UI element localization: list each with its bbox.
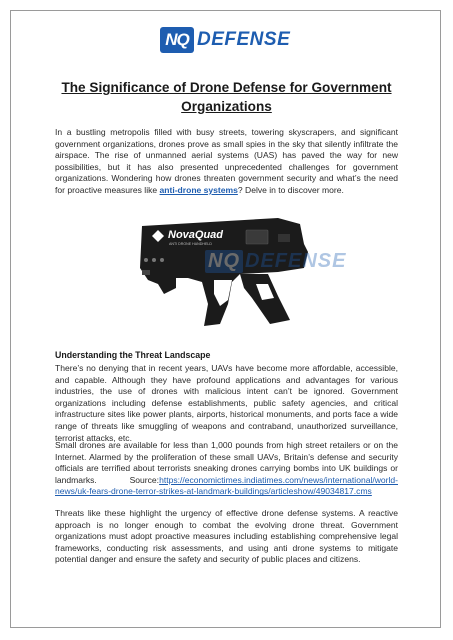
device-brand: NovaQuad: [168, 229, 224, 241]
logo-word: DEFENSE: [197, 29, 291, 50]
intro-after: ? Delve in to discover more.: [237, 184, 344, 195]
threat-paragraph: There’s no denying that in recent years, UAVs have become more affordable, accessible, and capable. Although they have profound applications and advantages for various industries, the use of drones with malicious intent can’t be ignored. Government organizations including defense establishments, public safety agencies, and critical infrastructure sites like power plants, airports, historical monuments, and ports face a wide range of threats like smuggling of weapons and contraband, unauthorized surveillance, terrorist attacks, etc.: [55, 363, 398, 443]
anti-drone-systems-link[interactable]: anti-drone systems: [159, 184, 238, 195]
watermark-badge: NQ: [205, 250, 243, 273]
small-drones-paragraph: [55, 440, 398, 498]
nq-defense-logo: [160, 25, 294, 55]
watermark-word: DEFENSE: [245, 250, 347, 272]
small-drones-text: Small drones are available for less than 1,000 pounds from high street retailers or on the Internet. Alarmed by the proliferation of these small UAVs, Britain’s defense and security officials are terrified about terrorists sneaking drones carrying bombs into UK buildings or landmarks.: [55, 440, 398, 485]
watermark: [205, 250, 346, 273]
urgency-paragraph: Threats like these highlight the urgency of effective drone defense systems. A reactive approach is no longer enough to combat the evolving drone threat. Government organizations must adopt proactive measures including establishing comprehensive legal frameworks, conducting risk assessments, and using anti drone systems to mitigate potential danger and ensure the safety and security of public places and citizens.: [55, 508, 398, 565]
intro-text: In a bustling metropolis filled with busy streets, towering skyscrapers, and significant government organizations, drones prove as small spies in the sky that silently infiltrate the airspace. The rise of unmanned aerial systems (UAS) has paved the way for new possibilities, but it has also presented unprecedented challenges for government organizations. Wondering how drones threaten government security and what’s the need for proactive measures like: [55, 127, 398, 195]
device-subtitle: ANTI DRONE HANDHELD: [169, 242, 212, 246]
intro-paragraph: [55, 127, 398, 197]
source-label: Source:: [129, 474, 160, 485]
page-title: The Significance of Drone Defense for Government Organizations: [61, 80, 392, 114]
logo-badge: NQ: [160, 27, 194, 53]
source-link[interactable]: https://economictimes.indiatimes.com/news/international/world-news/uk-fears-drone-terror-strikes-at-landmark-buildings/articleshow/49034817.cms: [55, 474, 398, 497]
section-heading: Understanding the Threat Landscape: [55, 350, 211, 360]
